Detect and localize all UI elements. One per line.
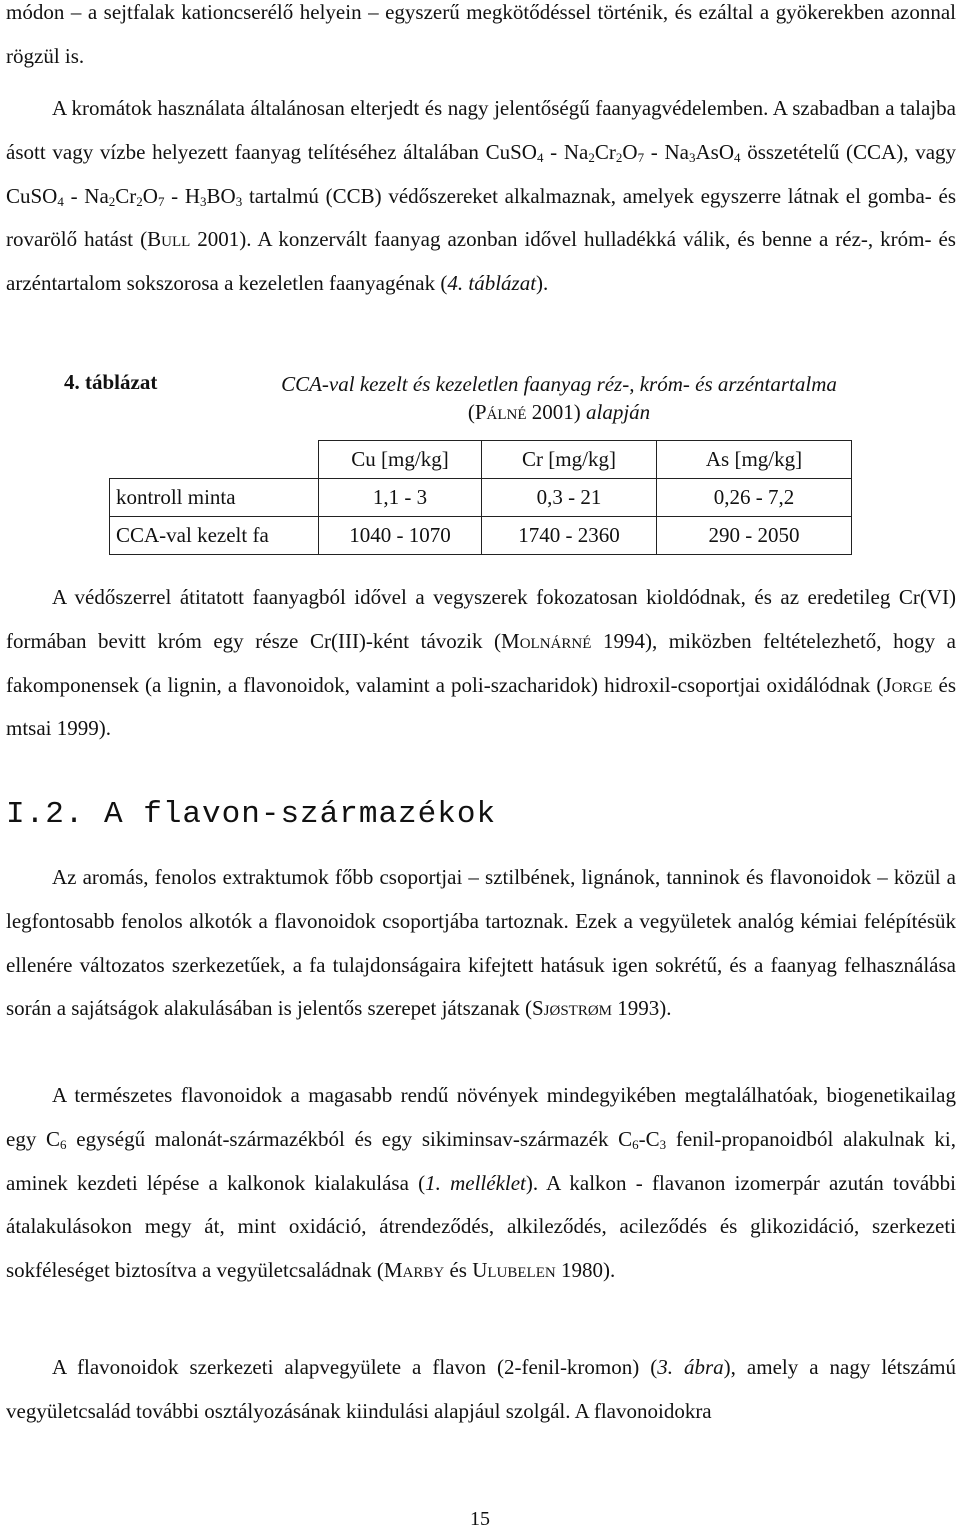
citation: Pálné [474, 400, 527, 424]
table-header-cr: Cr [mg/kg] [482, 441, 657, 479]
table-header-cu: Cu [mg/kg] [319, 441, 482, 479]
table-reference: 4. táblázat [447, 271, 537, 296]
table-row [110, 479, 852, 517]
table-cell-cu: 1040 - 1070 [319, 517, 482, 555]
paragraph-2: A kromátok használata általánosan elterjedt és nagy jelentőségű faanyagvédelemben. A szabadban a talajba ásott vagy vízbe helyezett faanyag telítéséhez általában CuSO$_4$ - $Na_2Cr_2O_7 - Na_3AsO_4$ összetételű (CCA), vagy CuSO$_4$ - $Na_2Cr_2O_7 - H_3BO_3$ tartalmú (CCB) védőszereket alkalmaznak, amelyek egyszerre látnak el gomba- és rovarölő hatást (Bull 2001). A konzervált faanyag azonban idővel hulladékká válik, és benne a réz-, króm- és arzéntartalom sokszorosa a kezeletlen faanyagénak (4. táblázat). [6, 96, 957, 296]
figure-reference: 3. ábra [657, 1355, 724, 1379]
citation: Bull [147, 227, 191, 252]
table-cell-as: 0,26 - 7,2 [657, 479, 852, 517]
paragraph-5: A természetes flavonoidok a magasabb rendű növények mindegyikében megtalálhatóak, biogenetikailag egy $C_6$ egységű malonát-származékból és egy sikiminsav-származék $C_6-C_3$ fenil-propanoidból alakulnak ki, aminek kezdeti lépése a kalkonok kialakulása (1. melléklet). A kalkon - flavanon izomerpár azután további átalakulásokon megy át, mint oxidáció, átrendeződés, alkileződés, acileződés és glikozidáció, szerkezeti sokféleséget biztosítva a vegyületcsaládnak (Marby és Ulubelen 1980). [6, 1083, 956, 1283]
table-row-label: kontroll minta [110, 479, 319, 517]
citation: Ulubelen [472, 1258, 556, 1283]
table-header-row [110, 441, 852, 479]
citation: Molnárné [501, 628, 592, 653]
citation: Jorge [883, 672, 933, 697]
section-heading: I.2. A flavon-származékok [6, 797, 497, 832]
paragraph-1: módon – a sejtfalak kationcserélő helyein – egyszerű megkötődéssel történik, és ezáltal a gyökerekben azonnal rögzül is. [6, 0, 956, 68]
table-cell-cu: 1,1 - 3 [319, 479, 482, 517]
appendix-reference: 1. melléklet [425, 1170, 526, 1195]
table-header-as: As [mg/kg] [657, 441, 852, 479]
table-cell-cr: 0,3 - 21 [482, 479, 657, 517]
paragraph-4: Az aromás, fenolos extraktumok főbb csoportjai – sztilbének, lignánok, tanninok és flavonoidok – közül a legfontosabb fenolos alkotók a flavonoidok csoportjába tartoznak. Ezek a vegyületek analóg kémiai felépítésük ellenére változatos szerkezetűek, a fa tulajdonságaira kifejtett hatásuk igen sokrétű, és a faanyag felhasználása során a sajátságok alakulásában is jelentős szerepet játszanak (Sjøstrøm 1993). [6, 865, 956, 1021]
table-cell-cr: 1740 - 2360 [482, 517, 657, 555]
table-corner-cell [110, 441, 319, 479]
page-number: 15 [470, 1508, 490, 1530]
data-table [109, 440, 852, 555]
citation: Marby [383, 1258, 445, 1283]
paragraph-6: A flavonoidok szerkezeti alapvegyülete a flavon (2-fenil-kromon) (3. ábra), amely a nagy létszámú vegyületcsalád további osztályozásának kiindulási alapjául szolgál. A flavonoidokra [6, 1355, 956, 1423]
citation: Sjøstrøm [531, 996, 612, 1021]
paragraph-3: A védőszerrel átitatott faanyagból idővel a vegyszerek fokozatosan kioldódnak, és az eredetileg Cr(VI) formában bevitt króm egy része Cr(III)-ként távozik (Molnárné 1994), miközben feltételezhető, hogy a fakomponensek (a lignin, a flavonoidok, valamint a poli-szacharidok) hidroxil-csoportjai oxidálódnak (Jorge és mtsai 1999). [6, 585, 957, 741]
table-caption-title: CCA-val kezelt és kezeletlen faanyag réz-, króm- és arzéntartalma (Pálné 2001) alapján [281, 372, 837, 424]
table-row [110, 517, 852, 555]
table-row-label: CCA-val kezelt fa [110, 517, 319, 555]
table-cell-as: 290 - 2050 [657, 517, 852, 555]
table-caption-number: 4. táblázat [64, 370, 158, 394]
